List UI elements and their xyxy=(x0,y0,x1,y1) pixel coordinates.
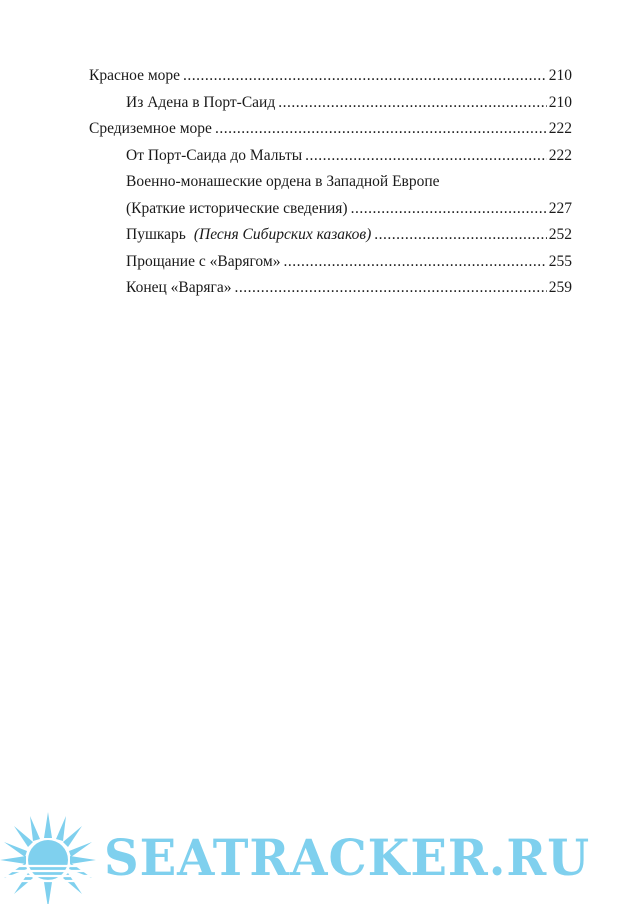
toc-leader-dots xyxy=(374,222,546,249)
toc-entry-page: 255 xyxy=(548,252,572,270)
toc-entry-title: Прощание с «Варягом» xyxy=(126,252,281,270)
toc-entry-multiline-second[interactable] xyxy=(89,196,572,223)
table-of-contents xyxy=(89,63,572,302)
toc-entry-title: Средиземное море xyxy=(89,120,212,137)
toc-entry-title: Из Адена в Порт-Саид xyxy=(126,93,276,111)
toc-entry-page: 222 xyxy=(548,146,572,164)
toc-leader-dots xyxy=(283,249,546,276)
toc-entry-page: 210 xyxy=(548,93,572,111)
toc-entry[interactable] xyxy=(89,116,572,143)
toc-entry[interactable] xyxy=(89,275,572,302)
toc-entry[interactable] xyxy=(89,222,572,249)
watermark-logo xyxy=(0,808,633,904)
toc-leader-dots xyxy=(183,63,547,90)
toc-entry[interactable] xyxy=(89,63,572,90)
toc-entry[interactable] xyxy=(89,143,572,170)
watermark-text: SEATRACKER.RU xyxy=(104,828,591,887)
toc-entry-page: 259 xyxy=(548,279,572,296)
toc-leader-dots xyxy=(278,90,547,117)
toc-entry-title: От Порт-Саида до Мальты xyxy=(126,146,303,164)
toc-entry-title-line1: Военно-монашеские ордена в Западной Европе xyxy=(126,173,440,190)
toc-entry-page: 252 xyxy=(548,226,572,243)
toc-entry-title-line2: (Краткие исторические сведения) xyxy=(126,199,348,217)
toc-leader-dots xyxy=(215,116,547,143)
toc-entry-page: 210 xyxy=(548,67,572,84)
toc-leader-dots xyxy=(351,196,547,223)
toc-entry-title: Красное море xyxy=(89,67,181,84)
sun-over-sea-icon xyxy=(0,808,100,904)
toc-entry-page: 227 xyxy=(548,199,572,217)
toc-entry-multiline-first[interactable] xyxy=(89,169,572,196)
toc-entry[interactable] xyxy=(89,249,572,276)
toc-entry-page: 222 xyxy=(548,120,572,137)
toc-entry-note: (Песня Сибирских казаков) xyxy=(193,226,372,243)
toc-leader-dots xyxy=(235,275,547,302)
toc-entry[interactable] xyxy=(89,90,572,117)
toc-entry-title: Пушкарь xyxy=(126,226,186,243)
toc-leader-dots xyxy=(305,143,547,170)
toc-entry-title: Конец «Варяга» xyxy=(126,279,232,296)
